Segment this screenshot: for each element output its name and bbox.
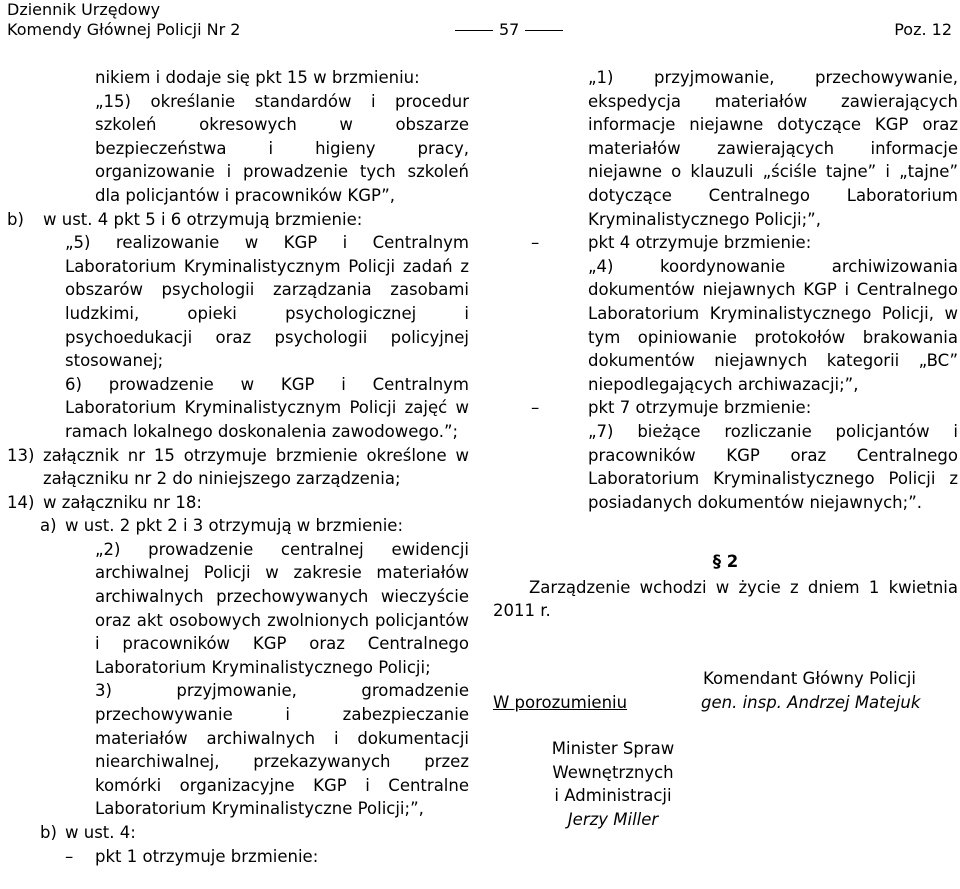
dash-item-1 — [7, 845, 469, 869]
item-a-label: a) — [40, 516, 57, 536]
item-b-text: w ust. 4 pkt 5 i 6 otrzymują brzmienie: — [43, 209, 363, 229]
item-13-text: załącznik nr 15 otrzymuje brzmienie określone w załączniku nr 2 do niniejszego zarządzenia; — [43, 445, 469, 489]
minister-block — [503, 737, 723, 831]
minister-line-1: Minister Spraw Wewnętrznych — [551, 739, 675, 782]
signer-title: Komendant Główny Policji — [703, 669, 916, 689]
quote-1: „1) przyjmowanie, przechowywanie, ekspedycja materiałów zawierających informacje niejawne dotyczące KGP oraz materiałów zawierających informacje niejawne o klauzuli „ściśle tajne” i „tajne” dotyczące Centralnego Laboratorium Kryminalistycznego Policji;”, — [588, 68, 958, 229]
dash-item-1-mark: – — [65, 846, 74, 866]
quote-15: „15) określanie standardów i procedur szkoleń okresowych w obszarze bezpieczeństwa i higieny pracy, organizowanie i prowadzenie tych szkoleń dla policjantów i pracowników KGP”, — [95, 91, 469, 205]
journal-issue: Komendy Głównej Policji Nr 2 — [7, 20, 241, 39]
quote-7: „7) bieżące rozliczanie policjantów i pracowników KGP oraz Centralnego Laboratorium Kryminalistycznego Policji z posiadanych dokumentów niejawnych;”. — [588, 421, 958, 512]
item-14-label: 14) — [7, 492, 35, 512]
quote-4: „4) koordynowanie archiwizowania dokumentów niejawnych KGP i Centralnego Laboratorium Kryminalistycznego Policji, w tym opiniowanie protokołów brakowania dokumentów niejawnych kategorii „BC” niepodlegających archiwazacji;”, — [588, 256, 958, 394]
quote-2: „2) prowadzenie centralnej ewidencji archiwalnej Policji w zakresie materiałów archiwalnych przechowywanych wieczyście oraz akt osobowych zwolnionych policjantów i pracowników KGP oraz Centralnego Laboratorium Kryminalistycznego Policji; — [95, 539, 469, 677]
item-b2-label: b) — [40, 823, 57, 842]
dash-item-3-mark: – — [531, 398, 540, 418]
entry-into-force: Zarządzenie wchodzi w życie z dniem 1 kwietnia 2011 r. — [493, 577, 958, 621]
item-13 — [7, 444, 469, 491]
item-14-text: w załączniku nr 18: — [43, 492, 202, 512]
quote-5: „5) realizowanie w KGP i Centralnym Laboratorium Kryminalistycznym Policji zadań z obszarów psychologii zarządzania zasobami ludzkimi, opieki psychologicznej i psychoedukacji oraz psychologii policyjnej stosowanej; — [65, 233, 469, 371]
journal-header — [7, 0, 240, 40]
dash-item-1-text: pkt 1 otrzymuje brzmienie: — [95, 846, 319, 866]
item-b2-text: w ust. 4: — [65, 823, 136, 842]
left-column — [7, 66, 469, 868]
page-number-value: 57 — [499, 20, 520, 39]
item-a — [7, 514, 469, 538]
item-b-label: b) — [7, 209, 24, 229]
minister-name: Jerzy Miller — [567, 809, 659, 829]
signer-name: gen. insp. Andrzej Matejuk — [701, 693, 921, 713]
dash-item-3 — [493, 396, 958, 420]
quote-3: 3) przyjmowanie, gromadzenie przechowywanie i zabezpieczanie materiałów archiwalnych i dokumentacji niearchiwalnej, przekazywanych przez komórki organizacyjne KGP i Centralne Laboratorium Kryminalistyczne Policji;”, — [95, 681, 469, 819]
dash-item-2-mark: – — [531, 233, 540, 253]
journal-title: Dziennik Urzędowy — [7, 0, 161, 19]
right-column — [493, 66, 958, 829]
item-a-text: w ust. 2 pkt 2 i 3 otrzymują w brzmienie: — [65, 516, 404, 536]
signature-block — [493, 667, 958, 829]
section-heading: § 2 — [712, 552, 739, 572]
item-14 — [7, 491, 469, 515]
dash-item-3-text: pkt 7 otrzymuje brzmienie: — [588, 398, 812, 418]
dash-item-2 — [493, 231, 958, 255]
intro-line: nikiem i dodaje się pkt 15 w brzmieniu: — [95, 68, 420, 87]
item-13-label: 13) — [7, 445, 35, 465]
quote-6: 6) prowadzenie w KGP i Centralnym Laboratorium Kryminalistycznym Policji zajęć w ramach lokalnego doskonalenia zawodowego.”; — [65, 374, 469, 441]
minister-line-2: i Administracji — [554, 786, 672, 806]
item-b — [7, 208, 469, 232]
page-number — [449, 20, 569, 40]
item-b2 — [7, 821, 469, 845]
position-number: Poz. 12 — [894, 20, 952, 39]
agreement-label: W porozumieniu — [493, 693, 628, 713]
dash-item-2-text: pkt 4 otrzymuje brzmienie: — [588, 233, 812, 253]
